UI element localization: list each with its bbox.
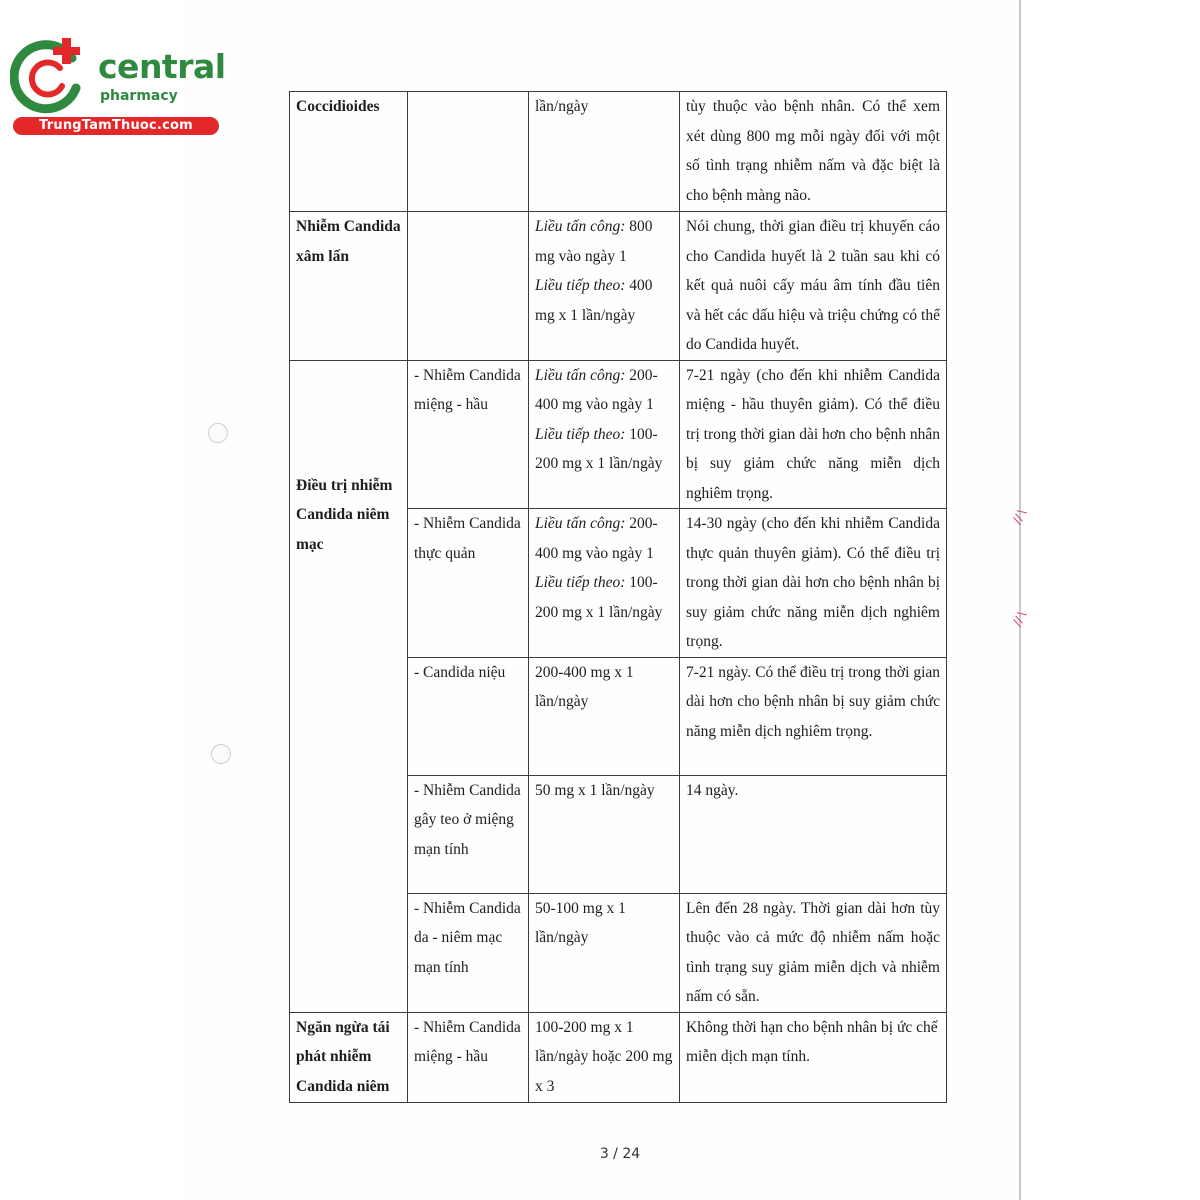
stamp-mark: ∕∕∖: [1009, 607, 1030, 629]
condition-cell: Điều trị nhiễm Candida niêm mạc: [290, 360, 408, 1012]
punch-hole: [208, 423, 228, 443]
duration-cell: 7-21 ngày (cho đến khi nhiễm Candida miệng - hầu thuyên giảm). Có thể điều trị trong thời gian dài hơn cho bệnh nhân bị suy giảm chức năng miễn dịch nghiêm trọng.: [680, 360, 947, 509]
dose-cell: Liều tấn công: 200-400 mg vào ngày 1 Liều tiếp theo: 100-200 mg x 1 lần/ngày: [529, 360, 680, 509]
duration-cell: 7-21 ngày. Có thể điều trị trong thời gian dài hơn cho bệnh nhân bị suy giảm chức năng miễn dịch nghiêm trọng.: [680, 657, 947, 775]
table-row: [290, 360, 947, 509]
dose-cell: Liều tấn công: 800 mg vào ngày 1 Liều tiếp theo: 400 mg x 1 lần/ngày: [529, 212, 680, 361]
condition-cell: Ngăn ngừa tái phát nhiễm Candida niêm: [290, 1012, 408, 1102]
central-pharmacy-logo: [10, 36, 226, 136]
subtype-cell: - Nhiễm Candida miệng - hầu: [408, 1012, 529, 1102]
subtype-cell: - Nhiễm Candida thực quản: [408, 509, 529, 658]
dose-cell: 50-100 mg x 1 lần/ngày: [529, 893, 680, 1012]
page-edge: [1019, 0, 1021, 1200]
dose-cell: 100-200 mg x 1 lần/ngày hoặc 200 mg x 3: [529, 1012, 680, 1102]
subtype-cell: - Nhiễm Candida miệng - hầu: [408, 360, 529, 509]
subtype-cell: - Nhiễm Candida da - niêm mạc mạn tính: [408, 893, 529, 1012]
duration-cell: Nói chung, thời gian điều trị khuyến cáo cho Candida huyết là 2 tuần sau khi có kết quả nuôi cấy máu âm tính đầu tiên và hết các dấu hiệu và triệu chứng có thể do Candida huyết.: [680, 212, 947, 361]
dose-cell: lần/ngày: [529, 92, 680, 212]
logo-mark-icon: [10, 36, 90, 116]
table-row: [290, 212, 947, 361]
subtype-cell: [408, 212, 529, 361]
logo-brand-text: central: [98, 47, 226, 86]
logo-website-badge: TrungTamThuoc.com: [13, 117, 219, 135]
punch-hole: [211, 744, 231, 764]
table-row: [290, 92, 947, 212]
duration-cell: Không thời hạn cho bệnh nhân bị ức chế miễn dịch mạn tính.: [680, 1012, 947, 1102]
duration-cell: tùy thuộc vào bệnh nhân. Có thể xem xét dùng 800 mg mỗi ngày đối với một số tình trạng nhiễm nấm và đặc biệt là cho bệnh màng não.: [680, 92, 947, 212]
condition-cell: Coccidioides: [290, 92, 408, 212]
duration-cell: Lên đến 28 ngày. Thời gian dài hơn tùy thuộc vào cả mức độ nhiễm nấm hoặc tình trạng suy giảm miễn dịch và nhiễm nấm có sẵn.: [680, 893, 947, 1012]
dose-cell: Liều tấn công: 200-400 mg vào ngày 1 Liều tiếp theo: 100-200 mg x 1 lần/ngày: [529, 509, 680, 658]
table-row: [290, 1012, 947, 1102]
subtype-cell: [408, 92, 529, 212]
duration-cell: 14 ngày.: [680, 775, 947, 893]
dose-cell: 200-400 mg x 1 lần/ngày: [529, 657, 680, 775]
subtype-cell: - Nhiễm Candida gây teo ở miệng mạn tính: [408, 775, 529, 893]
condition-cell: Nhiễm Candida xâm lấn: [290, 212, 408, 361]
stamp-mark: ∕∕∖: [1009, 505, 1030, 527]
logo-sub-text: pharmacy: [100, 88, 178, 104]
dosage-table: [289, 91, 947, 1103]
duration-cell: 14-30 ngày (cho đến khi nhiễm Candida thực quản thuyên giảm). Có thể điều trị trong thời gian dài hơn cho bệnh nhân bị suy giảm chức năng miễn dịch nghiêm trọng.: [680, 509, 947, 658]
page-number: 3 / 24: [599, 1146, 641, 1162]
subtype-cell: - Candida niệu: [408, 657, 529, 775]
dose-cell: 50 mg x 1 lần/ngày: [529, 775, 680, 893]
